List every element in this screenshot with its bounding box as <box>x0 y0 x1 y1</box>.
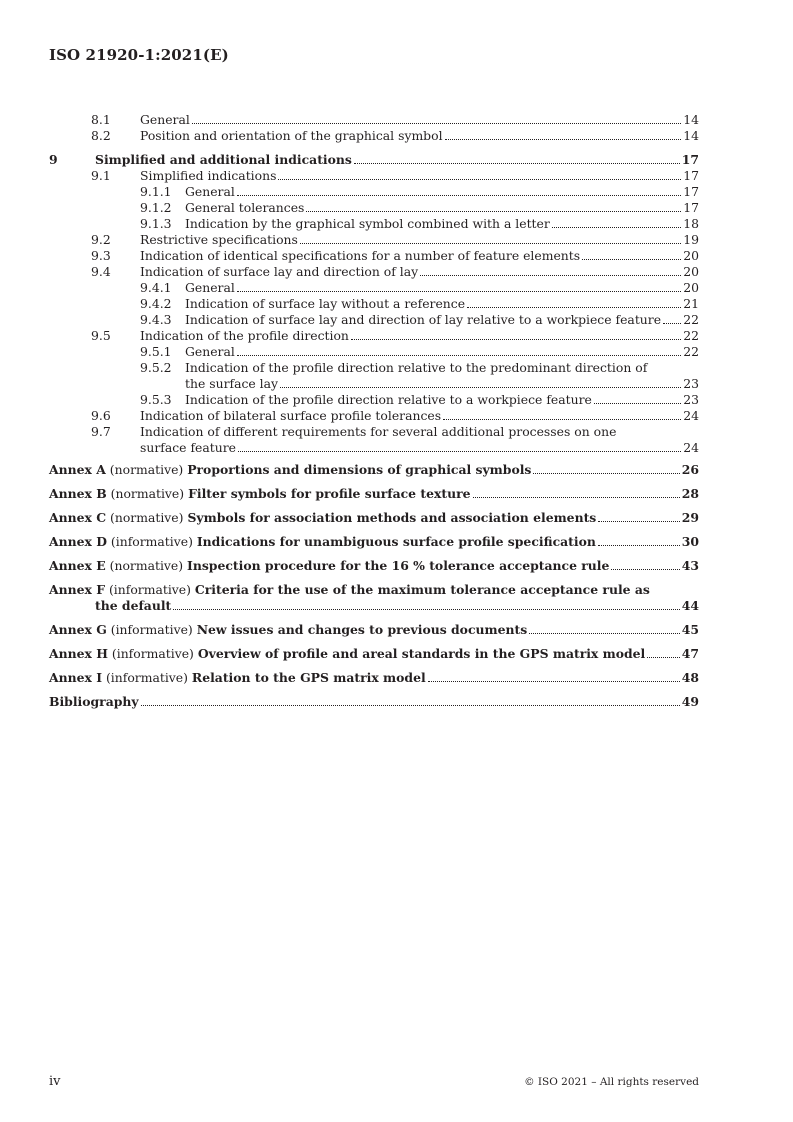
toc-leader <box>647 657 679 658</box>
toc-annex-f[interactable] <box>49 582 699 614</box>
toc-annex-d[interactable] <box>49 534 699 550</box>
table-of-contents <box>49 112 699 710</box>
toc-number: 9.5.2 <box>140 360 172 375</box>
toc-leader <box>473 497 680 498</box>
toc-title: Simplified and additional indications <box>95 152 352 167</box>
toc-entry-9-5-1[interactable] <box>49 344 699 360</box>
annex-kind: (informative) <box>105 670 188 685</box>
toc-entry-8-2[interactable] <box>49 128 699 144</box>
toc-page: 19 <box>683 232 699 247</box>
toc-number: 9.3 <box>91 248 111 263</box>
toc-title: Indication of the profile direction relative to a workpiece feature <box>185 392 592 407</box>
toc-page: 21 <box>683 296 699 311</box>
toc-leader <box>594 403 681 404</box>
toc-leader <box>420 275 681 276</box>
toc-leader <box>598 521 679 522</box>
toc-title: Restrictive specifications <box>140 232 298 247</box>
annex-title: Relation to the GPS matrix model <box>191 670 426 685</box>
toc-number: 9.4 <box>91 264 111 279</box>
toc-annex-a[interactable] <box>49 462 699 478</box>
toc-page: 14 <box>683 128 699 143</box>
toc-leader <box>663 323 681 324</box>
toc-number: 9.1.3 <box>140 216 172 231</box>
annex-kind: (normative) <box>109 462 184 477</box>
toc-leader <box>237 291 681 292</box>
toc-number: 9.7 <box>91 424 111 439</box>
annex-title-line2: the default <box>95 598 172 613</box>
toc-page: 29 <box>681 510 699 525</box>
toc-page: 49 <box>681 694 699 709</box>
toc-number: 9.6 <box>91 408 111 423</box>
annex-kind: (informative) <box>110 622 193 637</box>
toc-page: 17 <box>683 200 699 215</box>
toc-leader <box>598 545 680 546</box>
toc-annex-e[interactable] <box>49 558 699 574</box>
toc-title: General <box>185 280 235 295</box>
toc-leader <box>278 179 681 180</box>
toc-page: 18 <box>683 216 699 231</box>
toc-entry-9-1-2[interactable] <box>49 200 699 216</box>
toc-bibliography[interactable] <box>49 694 699 710</box>
toc-page: 17 <box>683 168 699 183</box>
toc-entry-9-4-3[interactable] <box>49 312 699 328</box>
toc-number: 8.1 <box>91 112 111 127</box>
toc-title: Bibliography <box>49 694 139 709</box>
toc-number: 9.5.1 <box>140 344 172 359</box>
toc-title: General <box>140 112 190 127</box>
toc-number: 9.4.1 <box>140 280 172 295</box>
annex-label: Annex I <box>49 670 103 685</box>
toc-page: 22 <box>683 344 699 359</box>
toc-leader <box>280 387 681 388</box>
toc-annex-h[interactable] <box>49 646 699 662</box>
toc-entry-9-2[interactable] <box>49 232 699 248</box>
document-id-header: ISO 21920-1:2021(E) <box>49 46 229 64</box>
annex-label: Annex B <box>49 486 107 501</box>
copyright-notice: © ISO 2021 – All rights reserved <box>524 1076 699 1088</box>
annex-title-line1: Criteria for the use of the maximum tolerance acceptance rule as <box>194 582 650 597</box>
annex-title: Symbols for association methods and association elements <box>187 510 597 525</box>
toc-number: 9.5 <box>91 328 111 343</box>
toc-leader <box>467 307 681 308</box>
toc-title: Indication of surface lay and direction of lay relative to a workpiece feature <box>185 312 662 327</box>
toc-leader <box>306 211 681 212</box>
annex-title: Proportions and dimensions of graphical symbols <box>187 462 532 477</box>
toc-entry-9-6[interactable] <box>49 408 699 424</box>
annex-kind: (normative) <box>109 558 184 573</box>
toc-title-line2: the surface lay <box>185 376 279 391</box>
toc-title: General <box>185 184 235 199</box>
toc-leader <box>428 681 680 682</box>
toc-leader <box>582 259 681 260</box>
toc-title: Indication of bilateral surface profile tolerances <box>140 408 442 423</box>
toc-leader <box>192 123 681 124</box>
toc-page: 44 <box>681 598 699 613</box>
toc-page: 47 <box>681 646 699 661</box>
toc-leader <box>533 473 679 474</box>
annex-label: Annex F <box>49 582 106 597</box>
toc-leader <box>611 569 679 570</box>
annex-title: Filter symbols for profile surface texture <box>188 486 471 501</box>
annex-title: New issues and changes to previous documents <box>196 622 528 637</box>
toc-page: 48 <box>681 670 699 685</box>
toc-page: 30 <box>681 534 699 549</box>
toc-page: 20 <box>683 280 699 295</box>
toc-annex-g[interactable] <box>49 622 699 638</box>
toc-entry-9-5[interactable] <box>49 328 699 344</box>
toc-entry-9-7[interactable] <box>49 424 699 456</box>
toc-leader <box>552 227 681 228</box>
toc-leader <box>237 195 681 196</box>
annex-kind: (informative) <box>108 582 191 597</box>
toc-leader <box>141 705 680 706</box>
toc-page: 17 <box>683 184 699 199</box>
toc-page: 22 <box>683 312 699 327</box>
toc-page: 23 <box>683 376 699 391</box>
toc-entry-9-4-1[interactable] <box>49 280 699 296</box>
annex-label: Annex E <box>49 558 106 573</box>
toc-leader <box>529 633 680 634</box>
toc-page: 17 <box>681 152 699 167</box>
toc-title-line1: Indication of different requirements for several additional processes on one <box>140 424 617 439</box>
toc-leader <box>173 609 679 610</box>
annex-kind: (informative) <box>111 646 194 661</box>
toc-title-line2: surface feature <box>140 440 236 455</box>
toc-number: 9.5.3 <box>140 392 172 407</box>
toc-page: 45 <box>681 622 699 637</box>
toc-page: 43 <box>681 558 699 573</box>
toc-entry-9-1[interactable] <box>49 168 699 184</box>
toc-page: 22 <box>683 328 699 343</box>
toc-entry-8-1[interactable] <box>49 112 699 128</box>
page-number: iv <box>49 1074 61 1089</box>
toc-page: 20 <box>683 264 699 279</box>
toc-entry-9-5-3[interactable] <box>49 392 699 408</box>
toc-title: Indication of the profile direction <box>140 328 349 343</box>
toc-page: 14 <box>683 112 699 127</box>
toc-annex-i[interactable] <box>49 670 699 686</box>
toc-entry-9-1-3[interactable] <box>49 216 699 232</box>
toc-leader <box>300 243 681 244</box>
toc-entry-9-4[interactable] <box>49 264 699 280</box>
toc-page: 24 <box>683 440 699 455</box>
toc-title: General <box>185 344 235 359</box>
toc-entry-9-1-1[interactable] <box>49 184 699 200</box>
toc-leader <box>238 451 681 452</box>
toc-number: 9.1.1 <box>140 184 172 199</box>
annex-label: Annex D <box>49 534 107 549</box>
toc-annex-b[interactable] <box>49 486 699 502</box>
toc-title: Position and orientation of the graphical symbol <box>140 128 443 143</box>
toc-title: General tolerances <box>185 200 305 215</box>
toc-entry-9-5-2[interactable] <box>49 360 699 392</box>
toc-number: 9.4.3 <box>140 312 172 327</box>
toc-number: 9.4.2 <box>140 296 172 311</box>
toc-title: Indication of identical specifications for a number of feature elements <box>140 248 581 263</box>
toc-number: 9.1.2 <box>140 200 172 215</box>
toc-title: Indication by the graphical symbol combined with a letter <box>185 216 550 231</box>
toc-entry-9-4-2[interactable] <box>49 296 699 312</box>
toc-leader <box>445 139 682 140</box>
toc-page: 24 <box>683 408 699 423</box>
toc-title: Indication of surface lay and direction of lay <box>140 264 419 279</box>
toc-number: 9.1 <box>91 168 111 183</box>
toc-leader <box>237 355 681 356</box>
annex-title: Indications for unambiguous surface profile specification <box>196 534 596 549</box>
toc-title: Simplified indications <box>140 168 277 183</box>
toc-leader <box>443 419 681 420</box>
annex-label: Annex H <box>49 646 108 661</box>
toc-page: 26 <box>681 462 699 477</box>
toc-leader <box>354 163 680 164</box>
toc-number: 9.2 <box>91 232 111 247</box>
toc-page: 23 <box>683 392 699 407</box>
toc-title-line1: Indication of the profile direction relative to the predominant direction of <box>185 360 648 375</box>
toc-page: 28 <box>681 486 699 501</box>
annex-title: Overview of profile and areal standards in the GPS matrix model <box>197 646 646 661</box>
toc-number: 8.2 <box>91 128 111 143</box>
annex-title: Inspection procedure for the 16 % tolerance acceptance rule <box>187 558 610 573</box>
toc-title: Indication of surface lay without a reference <box>185 296 466 311</box>
toc-leader <box>351 339 681 340</box>
annex-kind: (informative) <box>110 534 193 549</box>
toc-entry-9[interactable] <box>49 152 699 168</box>
toc-number: 9 <box>49 152 58 167</box>
annex-label: Annex G <box>49 622 107 637</box>
toc-annex-c[interactable] <box>49 510 699 526</box>
annex-label: Annex A <box>49 462 106 477</box>
toc-page: 20 <box>683 248 699 263</box>
annex-kind: (normative) <box>110 486 185 501</box>
toc-entry-9-3[interactable] <box>49 248 699 264</box>
annex-label: Annex C <box>49 510 107 525</box>
annex-kind: (normative) <box>110 510 184 525</box>
